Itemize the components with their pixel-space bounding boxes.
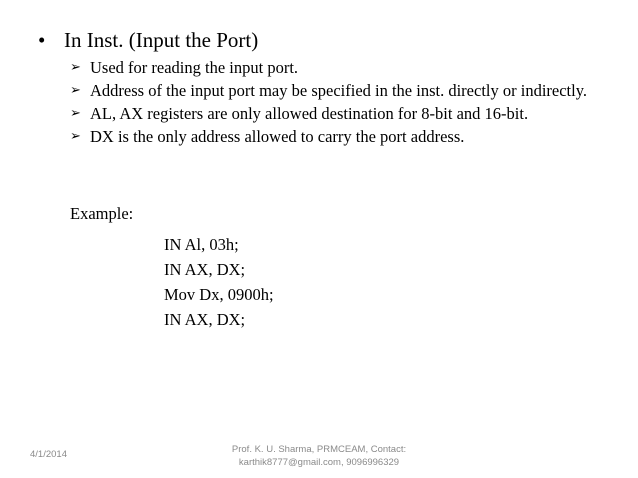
footer-credit [200,443,438,469]
arrow-bullet-icon: ➢ [70,106,81,121]
sub-bullet-item [70,58,610,78]
footer-credit-line: Prof. K. U. Sharma, PRMCEAM, Contact: [231,444,407,455]
sub-bullet-item [70,127,610,147]
arrow-bullet-icon: ➢ [70,129,81,144]
sub-bullet-text: DX is the only address allowed to carry the port address. [90,127,465,146]
sub-bullet-item [70,81,610,101]
sub-bullet-text: Used for reading the input port. [90,58,299,77]
footer-date: 4/1/2014 [30,449,67,460]
footer-credit-line: karthik8777@gmail.com, 9096996329 [238,457,400,468]
arrow-bullet-icon: ➢ [70,83,81,98]
sub-bullet-text: AL, AX registers are only allowed destination for 8-bit and 16-bit. [90,104,529,123]
code-line: IN AX, DX; [164,260,246,279]
sub-bullet-text: Address of the input port may be specified in the inst. directly or indirectly. [90,81,588,100]
code-line: IN Al, 03h; [164,235,239,254]
sub-bullet-list [70,58,610,150]
example-label: Example: [70,204,134,223]
arrow-bullet-icon: ➢ [70,60,81,75]
slide-heading [38,27,258,53]
bullet-icon: • [38,28,46,52]
code-example-block [164,232,274,332]
code-line: IN AX, DX; [164,310,246,329]
sub-bullet-item [70,104,610,124]
code-line: Mov Dx, 0900h; [164,285,274,304]
heading-text: In Inst. (Input the Port) [64,28,259,52]
